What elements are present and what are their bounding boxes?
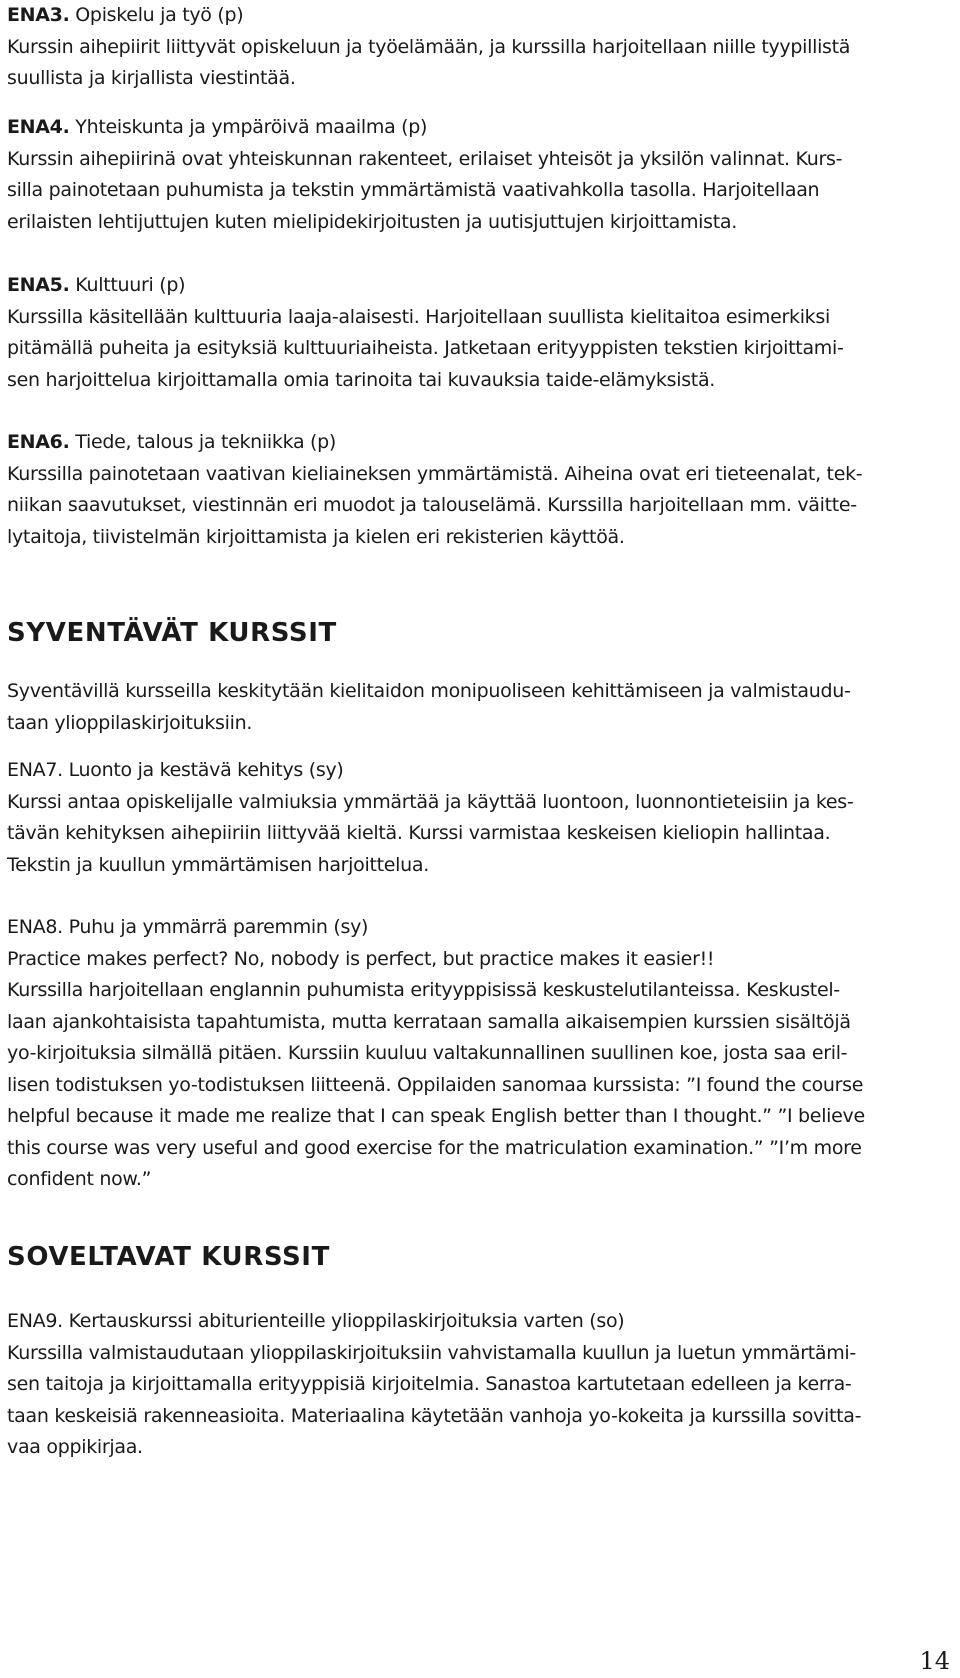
course-description-line: yo-kirjoituksia silmällä pitäen. Kurssiin kuuluu valtakunnallinen suullinen koe, josta saa eril-: [7, 1042, 848, 1064]
section-heading-syventavat: SYVENTÄVÄT KURSSIT: [7, 618, 337, 648]
course-description-line: confident now.”: [7, 1168, 152, 1190]
course-description-line: Kurssilla käsitellään kulttuuria laaja-alaisesti. Harjoitellaan suullista kielitaitoa esimerkiksi: [7, 305, 830, 328]
course-title: Kertauskurssi abiturienteille ylioppilaskirjoituksia varten (so): [68, 1310, 625, 1332]
course-title: Puhu ja ymmärrä paremmin (sy): [68, 916, 369, 938]
course-description-line: pitämällä puheita ja esityksiä kulttuuriaiheista. Jatketaan erityyppisten tekstien kirjoittami-: [7, 337, 844, 359]
course-code: ENA5.: [7, 274, 70, 296]
course-code: ENA3.: [7, 4, 70, 26]
course-description-line: niikan saavutukset, viestinnän eri muodot ja talouselämä. Kurssilla harjoitellaan mm. väitte-: [7, 494, 857, 516]
course-description-line: Tekstin ja kuullun ymmärtämisen harjoittelua.: [7, 853, 429, 876]
section-heading-soveltavat: SOVELTAVAT KURSSIT: [7, 1242, 330, 1272]
course-description-line: helpful because it made me realize that I can speak English better than I thought.” ”I believe: [7, 1105, 865, 1127]
course-description-line: Kurssin aihepiirinä ovat yhteiskunnan rakenteet, erilaiset yhteisöt ja yksilön valinnat. Kurs-: [7, 147, 843, 170]
course-ena5: [7, 270, 957, 396]
course-description-line: tävän kehityksen aihepiiriin liittyvää kieltä. Kurssi varmistaa keskeisen kieliopin hallintaa.: [7, 822, 831, 844]
course-description-line: Kurssilla harjoitellaan englannin puhumista erityyppisissä keskustelutilanteissa. Keskustel-: [7, 979, 840, 1001]
course-title-line: [7, 912, 957, 944]
course-title-line: [7, 1306, 957, 1338]
course-description-line: Practice makes perfect? No, nobody is perfect, but practice makes it easier!!: [7, 947, 715, 970]
course-code: ENA6.: [7, 431, 70, 453]
course-title: Opiskelu ja työ (p): [75, 4, 244, 26]
course-description-line: sen taitoja ja kirjoittamalla erityyppisiä kirjoitelmia. Sanastoa kartutetaan edelleen ja kerra-: [7, 1373, 852, 1395]
course-title-line: [7, 112, 957, 144]
course-ena3: [7, 0, 957, 95]
section-intro-syventavat: [7, 676, 957, 739]
course-ena7: [7, 755, 957, 881]
course-ena4: [7, 112, 957, 238]
course-description-line: laan ajankohtaisista tapahtumista, mutta kerrataan samalla aikaisempien kurssien sisältöjä: [7, 1010, 851, 1033]
course-title: Yhteiskunta ja ympäröivä maailma (p): [75, 116, 428, 138]
course-code: ENA4.: [7, 116, 70, 138]
course-description-line: Kurssi antaa opiskelijalle valmiuksia ymmärtää ja käyttää luontoon, luonnontieteisiin ja kes-: [7, 790, 854, 813]
course-title-line: [7, 270, 957, 302]
course-description-line: taan keskeisiä rakenneasioita. Materiaalina käytetään vanhoja yo-kokeita ja kurssilla sovitta-: [7, 1404, 862, 1427]
page-number: 14: [919, 1647, 950, 1675]
course-description-line: silla painotetaan puhumista ja tekstin ymmärtämistä vaativahkolla tasolla. Harjoitellaan: [7, 179, 820, 201]
course-description-line: suullista ja kirjallista viestintää.: [7, 67, 296, 89]
course-ena8: [7, 912, 957, 1196]
course-description-line: Kurssilla painotetaan vaativan kieliaineksen ymmärtämistä. Aiheina ovat eri tieteenalat, tek-: [7, 462, 863, 485]
course-code: ENA7.: [7, 759, 63, 781]
course-description-line: this course was very useful and good exercise for the matriculation examination.” ”I’m more: [7, 1136, 862, 1159]
section-intro-line: Syventävillä kursseilla keskitytään kielitaidon monipuoliseen kehittämiseen ja valmistaudu-: [7, 680, 851, 702]
course-title: Tiede, talous ja tekniikka (p): [75, 431, 337, 453]
course-title-line: [7, 0, 957, 32]
course-description-line: lisen todistuksen yo-todistuksen liitteenä. Oppilaiden sanomaa kurssista: ”I found the course: [7, 1073, 864, 1096]
section-intro-line: taan ylioppilaskirjoituksiin.: [7, 711, 253, 734]
course-description-line: Kurssin aihepiirit liittyvät opiskeluun ja työelämään, ja kurssilla harjoitellaan niille tyypillistä: [7, 35, 851, 58]
course-code: ENA8.: [7, 916, 63, 938]
course-title-line: [7, 755, 957, 787]
course-description-line: erilaisten lehtijuttujen kuten mielipidekirjoitusten ja uutisjuttujen kirjoittamista.: [7, 210, 737, 233]
course-title: Luonto ja kestävä kehitys (sy): [68, 759, 344, 781]
course-description-line: vaa oppikirjaa.: [7, 1436, 143, 1458]
course-title-line: [7, 427, 957, 459]
course-description-line: sen harjoittelua kirjoittamalla omia tarinoita tai kuvauksia taide-elämyksistä.: [7, 368, 716, 391]
course-code: ENA9.: [7, 1310, 63, 1332]
course-title: Kulttuuri (p): [75, 274, 186, 296]
course-ena6: [7, 427, 957, 553]
course-ena9: [7, 1306, 957, 1464]
course-description-line: Kurssilla valmistaudutaan ylioppilaskirjoituksiin vahvistamalla kuullun ja luetun ymmärtämi-: [7, 1341, 856, 1364]
course-description-line: lytaitoja, tiivistelmän kirjoittamista ja kielen eri rekisterien käyttöä.: [7, 525, 625, 548]
